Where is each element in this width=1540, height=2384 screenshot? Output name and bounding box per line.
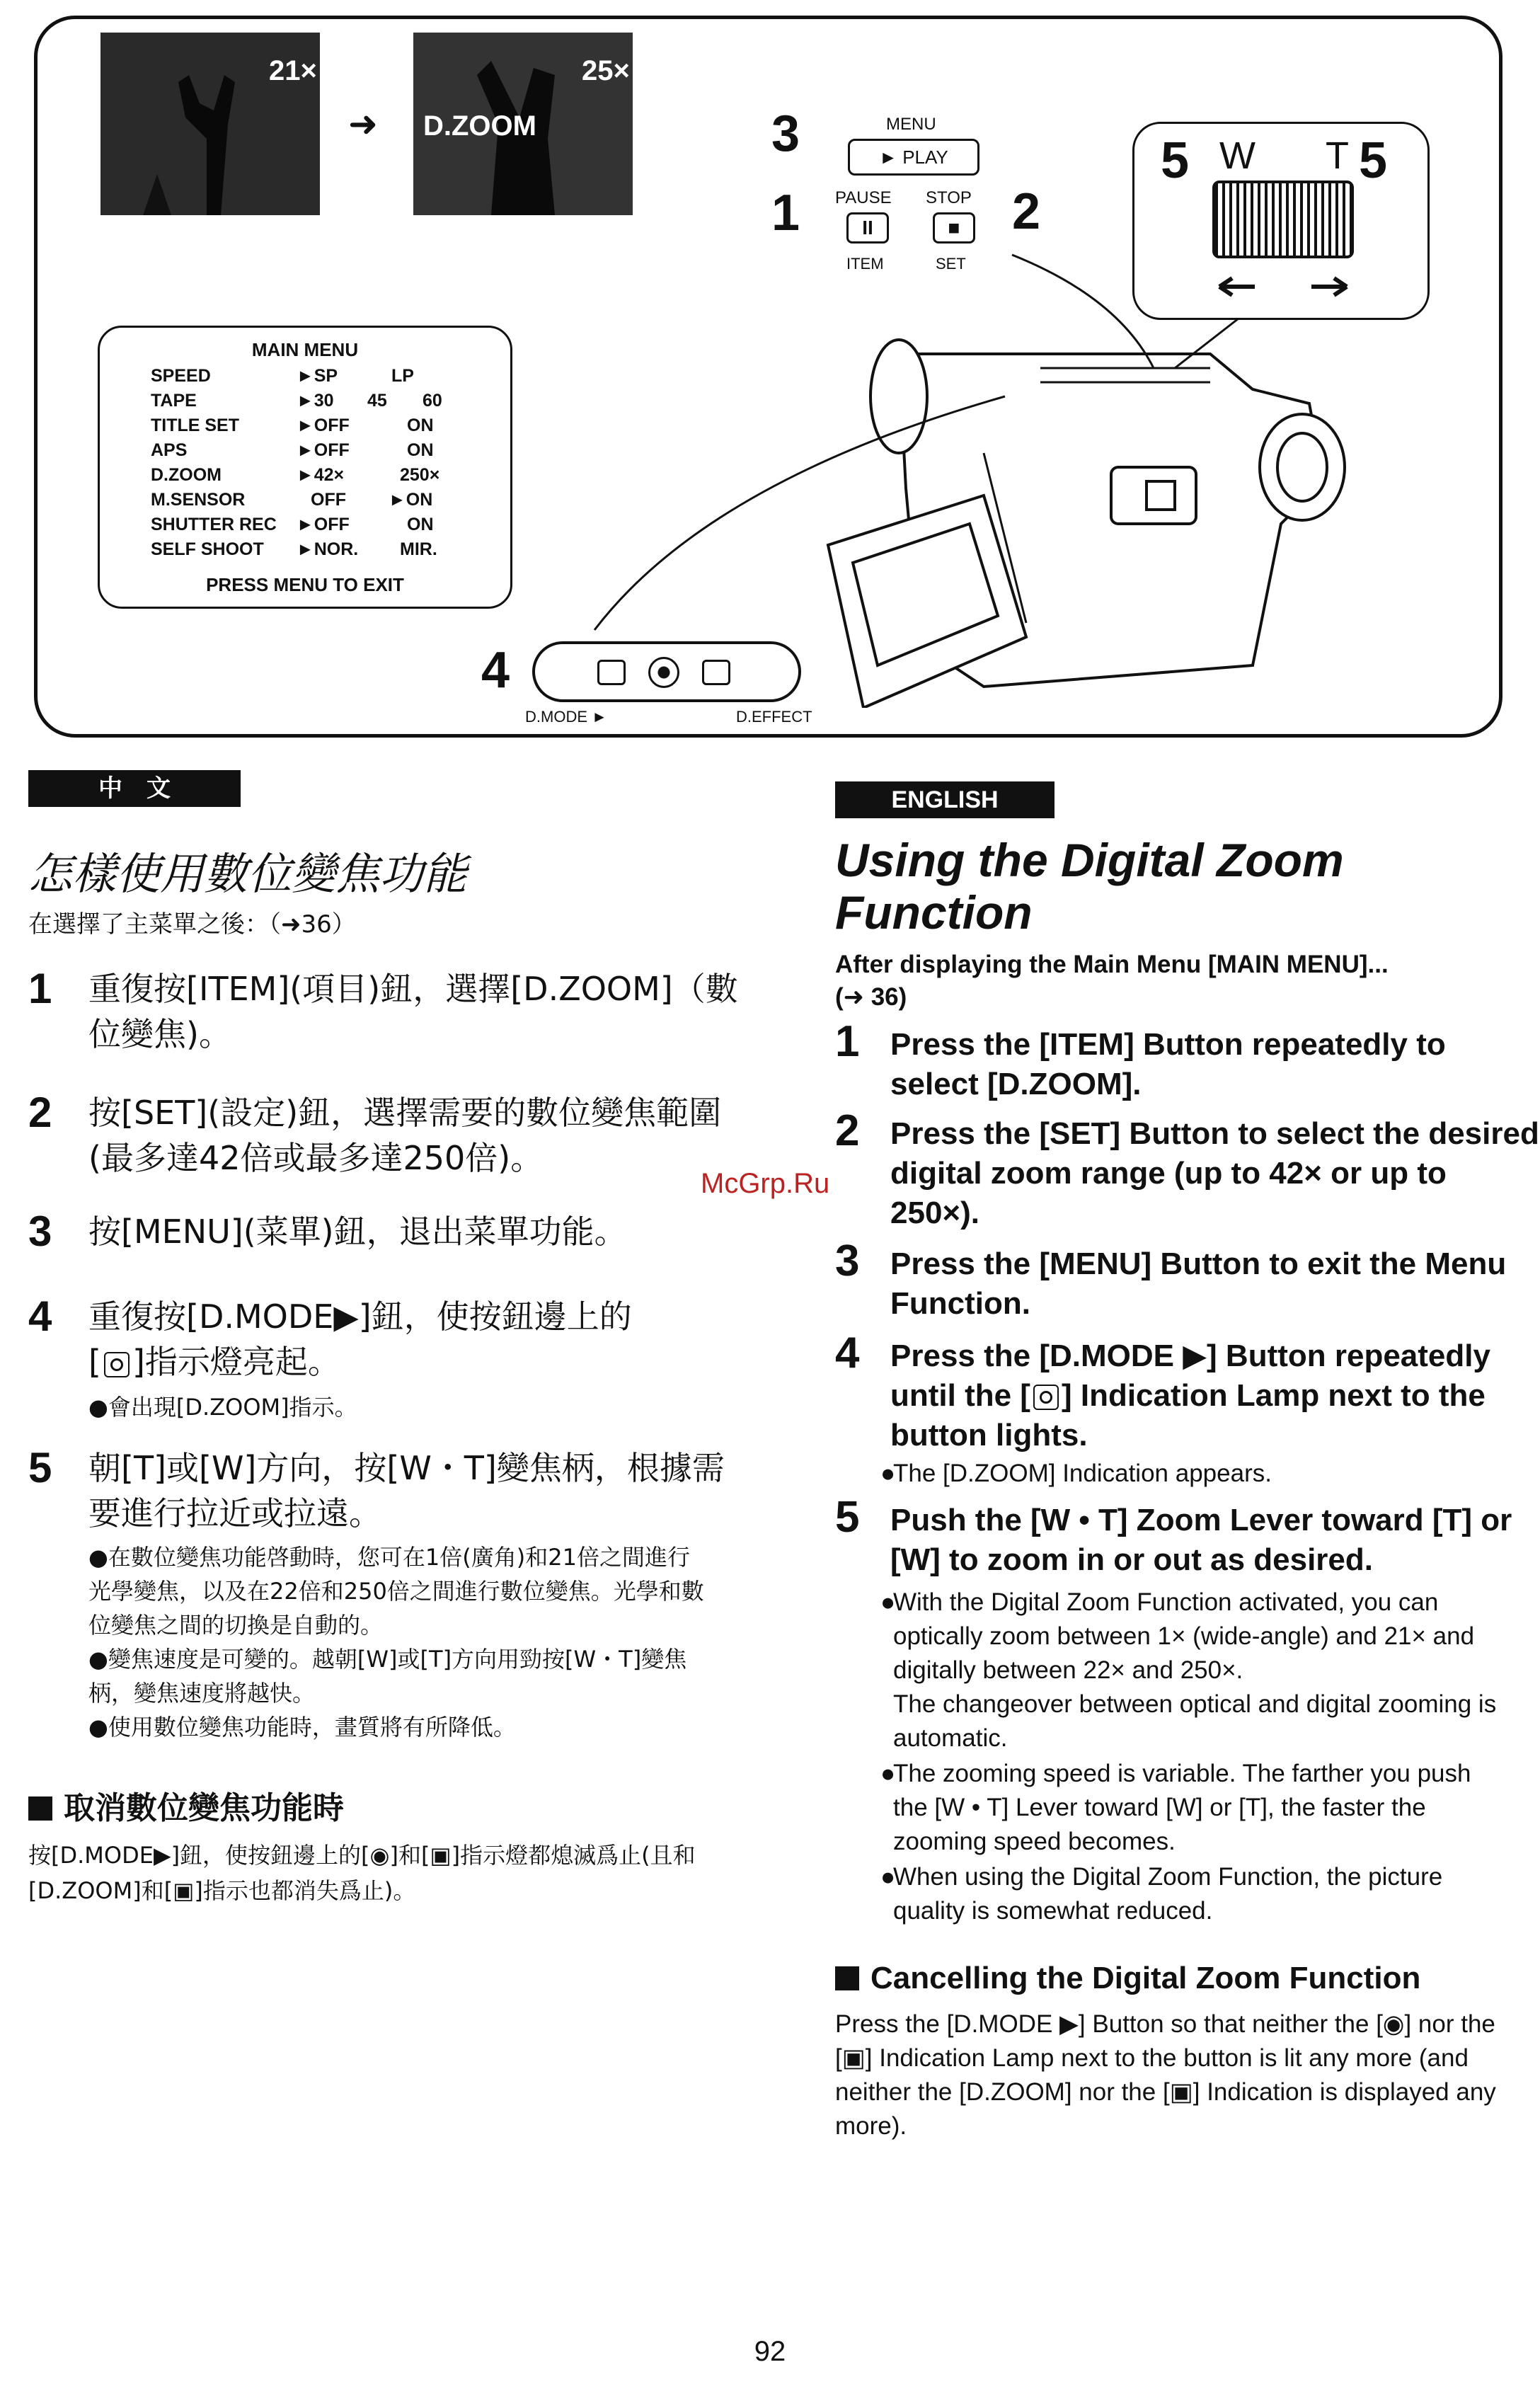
zh-subtitle: 在選擇了主菜單之後：（➜36）: [28, 910, 356, 939]
en-cancel-title: Cancelling the Digital Zoom Function: [870, 1961, 1421, 1995]
step-text-part: Press the [D.MODE ▶] Button repeatedly until the [: [890, 1339, 1490, 1413]
menu-row-speed: [151, 366, 505, 389]
en-note-5-4: [880, 1860, 1509, 1928]
en-note-step4: [880, 1457, 1509, 1491]
en-subtitle: [835, 949, 1515, 1014]
menu-row-option: OFF: [311, 490, 346, 510]
callout-4: 4: [481, 642, 510, 699]
menu-row-option: LP: [391, 366, 414, 386]
menu-row-aps: [151, 440, 505, 463]
pause-label: PAUSE: [835, 188, 892, 207]
step-number: 4: [835, 1329, 860, 1377]
dmode-button-bar[interactable]: [532, 641, 801, 702]
step-text: Press the [SET] Button to select the desired digital zoom range (up to 42× or up to 250×).: [890, 1116, 1539, 1230]
menu-row-option: 250×: [400, 465, 440, 485]
zh-cancel-heading: [28, 1782, 344, 1828]
menu-row-dzoom: [151, 465, 505, 488]
bullet: ●: [880, 1460, 896, 1487]
item-label: ITEM: [846, 255, 884, 273]
dzoom-lamp-icon: [1033, 1385, 1059, 1410]
square-bullet-icon: [835, 1966, 859, 1990]
zh-page-title: 怎樣使用數位變焦功能: [28, 848, 468, 900]
step-text: Press the [ITEM] Button repeatedly to select [D.ZOOM].: [890, 1027, 1446, 1101]
effect-icon: [702, 660, 730, 685]
step-text: Push the [W • T] Zoom Lever toward [T] or [W] to zoom in or out as desired.: [890, 1503, 1512, 1577]
step-text-part: ] Indication Lamp next to the button lights.: [890, 1378, 1486, 1452]
set-label: SET: [936, 255, 966, 273]
callout-5-left: 5: [1161, 132, 1190, 189]
dzoom-indicator-icon: [648, 657, 679, 688]
step-text: Press the [MENU] Button to exit the Menu Function.: [890, 1247, 1507, 1321]
square-bullet-icon: [28, 1796, 52, 1821]
en-note-5-2: The changeover between optical and digital zooming is automatic.: [893, 1690, 1497, 1752]
step-text: 按[SET](設定)鈕，選擇需要的數位變焦範圍(最多達42倍或最多達250倍)。: [88, 1094, 722, 1177]
step-text: 朝[T]或[W]方向，按[W・T]變焦柄，根據需要進行拉近或拉遠。: [88, 1449, 725, 1532]
menu-row-shutter-rec: [151, 515, 505, 537]
zh-note-5-3: ●使用數位變焦功能時，畫質將有所降低。: [88, 1714, 516, 1741]
step-number: 5: [835, 1493, 860, 1542]
arrow-icon: ➜: [348, 104, 378, 144]
bullet: ●: [880, 1863, 896, 1891]
step-number: 1: [28, 965, 52, 1012]
callout-5-right: 5: [1359, 132, 1388, 189]
menu-label: MENU: [886, 115, 936, 134]
menu-row-msensor: [151, 490, 505, 512]
menu-row-name: SELF SHOOT: [151, 539, 264, 559]
tele-label: T: [1326, 134, 1349, 177]
menu-row-option: ►NOR.: [297, 539, 359, 559]
zh-cancel-title: 取消數位變焦功能時: [64, 1790, 344, 1826]
menu-row-option: ►OFF: [297, 515, 350, 534]
note-text: When using the Digital Zoom Function, the picture quality is somewhat reduced.: [893, 1863, 1443, 1925]
step-number: 1: [835, 1017, 860, 1066]
menu-row-option: MIR.: [400, 539, 437, 559]
en-subtitle-ref: (➜ 36): [835, 983, 907, 1011]
en-page-title: Using the Digital Zoom Function: [835, 834, 1344, 939]
zh-note-5-1: ●在數位變焦功能啓動時，您可在1倍(廣角)和21倍之間進行光學變焦，以及在22倍和250倍之間進行數位變焦。光學和數位變焦之間的切換是自動的。: [88, 1544, 704, 1639]
menu-exit-hint: PRESS MENU TO EXIT: [206, 574, 404, 595]
menu-row-self-shoot: [151, 539, 505, 562]
pause-button[interactable]: II: [846, 212, 889, 243]
menu-row-option: ►42×: [297, 465, 345, 485]
en-note-5-3: [880, 1757, 1509, 1859]
bullet: ●: [880, 1588, 896, 1616]
note-text: With the Digital Zoom Function activated, you can optically zoom between 1× (wide-angle) and 21× and digitally between 22× and 250×.: [893, 1588, 1475, 1684]
left-right-arrows-icon: [1212, 273, 1354, 301]
dzoom-lamp-icon: [104, 1352, 130, 1377]
menu-row-option: ON: [407, 515, 434, 534]
step-text-part: ]指示燈亮起。: [132, 1343, 340, 1381]
menu-row-option: ►SP: [297, 366, 338, 386]
menu-row-name: TITLE SET: [151, 416, 239, 435]
wide-label: W: [1219, 134, 1255, 177]
menu-row-name: TAPE: [151, 391, 197, 411]
menu-row-option: 45: [367, 391, 387, 411]
page-number: 92: [754, 2336, 786, 2367]
menu-row-option: ON: [407, 440, 434, 460]
callout-1: 1: [771, 185, 800, 241]
step-number: 3: [835, 1237, 860, 1285]
zoom-lever[interactable]: [1212, 180, 1354, 258]
menu-row-name: M.SENSOR: [151, 490, 246, 510]
zoom-level-label: 21×: [269, 55, 317, 86]
main-menu-title: MAIN MENU: [251, 339, 359, 360]
zoom-level-label: 25×: [582, 55, 630, 86]
step-number: 4: [28, 1293, 52, 1340]
chinese-section-tag: 中 文: [28, 770, 241, 807]
zh-note-step4: ●會出現[D.ZOOM]指示。: [88, 1394, 357, 1421]
main-menu-panel: [98, 326, 512, 609]
en-subtitle-line: After displaying the Main Menu [MAIN MENU]...: [835, 951, 1389, 978]
step-number: 5: [28, 1444, 52, 1491]
bullet: ●: [880, 1760, 896, 1787]
play-button[interactable]: ► PLAY: [848, 139, 979, 176]
zoom-photo-21x: [100, 33, 320, 215]
english-section-tag: ENGLISH: [835, 781, 1055, 818]
step-number: 3: [28, 1208, 52, 1255]
en-cancel-text: Press the [D.MODE ▶] Button so that neither the [◉] nor the [▣] Indication Lamp next to the button is lit any more (and neither the [D.ZOOM] nor the [▣] Indication is displayed any more).: [835, 2010, 1496, 2140]
camcorder-icon: [814, 311, 1352, 708]
menu-row-option: 60: [423, 391, 442, 411]
zoom-lever-inset: [1132, 122, 1430, 320]
en-cancel-heading: [835, 1961, 1420, 1996]
zoom-photo-25x: [413, 33, 633, 215]
menu-row-option: ►OFF: [297, 416, 350, 435]
zh-note-5-2: ●變焦速度是可變的。越朝[W]或[T]方向用勁按[W・T]變焦柄，變焦速度將越快。: [88, 1646, 687, 1707]
menu-row-tape: [151, 391, 505, 413]
step-text-part: 重復按[D.MODE▶]鈕，使按鈕邊上的: [88, 1297, 632, 1336]
step-number: 2: [28, 1089, 52, 1136]
menu-row-option: ►30: [297, 391, 334, 411]
stop-button[interactable]: ■: [933, 212, 975, 243]
menu-row-name: SPEED: [151, 366, 211, 386]
step-text-part: [: [88, 1343, 101, 1381]
menu-row-option: ►OFF: [297, 440, 350, 460]
zh-cancel-text: 按[D.MODE▶]鈕，使按鈕邊上的[◉]和[▣]指示燈都熄滅爲止(且和[D.ZOOM]和[▣]指示也都消失爲止)。: [28, 1842, 696, 1904]
callout-2: 2: [1012, 183, 1041, 240]
menu-row-name: SHUTTER REC: [151, 515, 277, 534]
menu-row-name: APS: [151, 440, 188, 460]
callout-3: 3: [771, 105, 800, 162]
step-text: [890, 1336, 1540, 1455]
step-text: 按[MENU](菜單)鈕，退出菜單功能。: [88, 1213, 627, 1251]
en-note-5-1: [880, 1586, 1509, 1687]
step-number: 2: [835, 1106, 860, 1155]
step-text: 重復按[ITEM](項目)鈕，選擇[D.ZOOM]（數位變焦)。: [88, 970, 738, 1053]
note-text: The [D.ZOOM] Indication appears.: [893, 1460, 1272, 1487]
step-text: [88, 1294, 740, 1385]
menu-row-name: D.ZOOM: [151, 465, 222, 485]
menu-row-title-set: [151, 416, 505, 438]
note-text: The zooming speed is variable. The farther you push the [W • T] Lever toward [W] or [T], the faster the zooming speed becomes.: [893, 1760, 1471, 1855]
watermark: McGrp.Ru: [701, 1168, 830, 1199]
portrait-icon: [597, 660, 626, 685]
dzoom-mode-label: D.ZOOM: [423, 110, 536, 142]
dmode-label: D.MODE ►: [525, 708, 607, 726]
stop-label: STOP: [926, 188, 972, 207]
deffect-label: D.EFFECT: [736, 708, 812, 726]
menu-row-option: ON: [407, 416, 434, 435]
menu-row-option: ►ON: [389, 490, 433, 510]
